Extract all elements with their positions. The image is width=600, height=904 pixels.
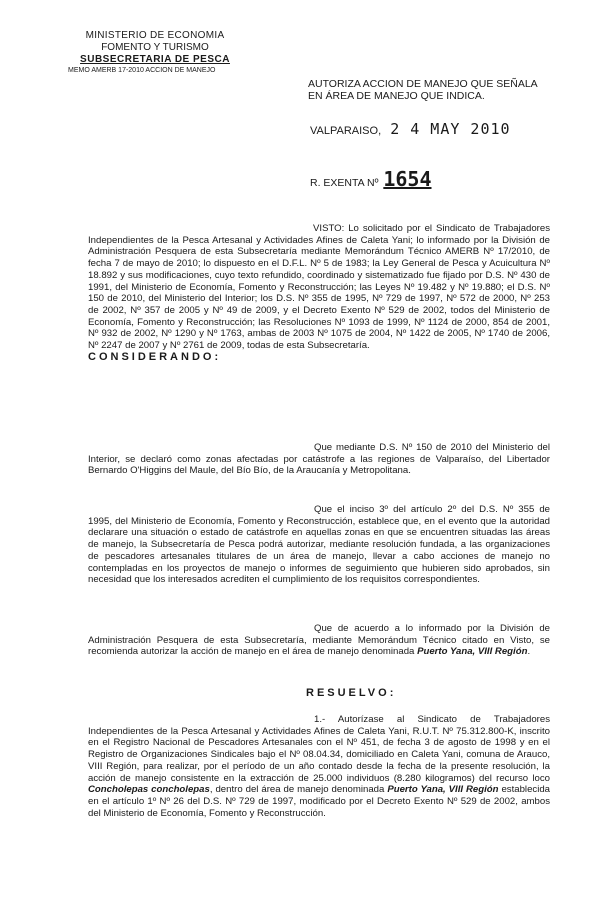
date-line <box>310 120 511 138</box>
resolution-number: 1654 <box>383 167 432 191</box>
paragraph-end: . <box>527 646 531 658</box>
considerando-paragraph-3 <box>88 623 550 658</box>
considerando-heading: CONSIDERANDO: <box>88 351 222 363</box>
resuelvo-heading: RESUELVO: <box>306 687 397 699</box>
area-name: Puerto Yana, VIII Región <box>387 784 499 796</box>
resolution-number-line <box>310 167 432 191</box>
document-reference: AUTORIZA ACCION DE MANEJO QUE SEÑALA EN ÁREA DE MANEJO QUE INDICA. <box>308 78 538 102</box>
ministry-name: MINISTERIO DE ECONOMIA <box>85 30 225 41</box>
considerando-paragraph-1: Que mediante D.S. Nº 150 de 2010 del Ministerio del Interior, se declaró como zonas afectadas por catástrofe a las regiones de Valparaíso, del Libertador Bernardo O'Higgins del Maule, del Bío Bío, de la Araucanía y Metropolitana. <box>88 442 550 477</box>
memo-reference: MEMO AMERB 17-2010 ACCION DE MANEJO <box>68 67 216 74</box>
ministry-subtitle: FOMENTO Y TURISMO <box>101 42 209 53</box>
article-1-paragraph <box>88 714 550 819</box>
species-name: Concholepas concholepas <box>88 784 210 796</box>
visto-paragraph: VISTO: Lo solicitado por el Sindicato de Trabajadores Independientes de la Pesca Artesanal y Actividades Afines de Caleta Yani; lo informado por la División de Administración Pesquera de esta Subsecretaría mediante Memorándum Técnico AMERB Nº 17/2010, de fecha 7 de mayo de 2010; lo dispuesto en el D.F.L. Nº 5 de 1983; la Ley General de Pesca y Acuicultura Nº 18.892 y sus modificaciones, cuyo texto refundido, coordinado y sistematizado fue fijado por D.S. Nº 430 de 1991, del Ministerio de Economía, Fomento y Reconstrucción; las Leyes Nº 19.482 y Nº 19.880; el D.S. Nº 150 de 2010, del Ministerio del Interior; los D.S. Nº 355 de 1995, Nº 729 de 1997, Nº 572 de 2000, Nº 253 de 2002, Nº 357 de 2005 y Nº 49 de 2009, y el Decreto Exento Nº 529 de 2002, todos del Ministerio de Economía, Fomento y Reconstrucción; las Resoluciones Nº 1093 de 1999, Nº 1124 de 2000, 854 de 2001, Nº 932 de 2002, Nº 1290 y Nº 1763, ambas de 2003 Nº 1075 de 2004, Nº 1422 de 2005, Nº 1740 de 2006, Nº 2247 de 2007 y Nº 2761 de 2009, todas de esta Subsecretaría. <box>88 223 550 352</box>
article-text-2: , dentro del área de manejo denominada <box>209 784 385 796</box>
date-stamp: 2 4 MAY 2010 <box>390 120 511 138</box>
resolution-label: R. EXENTA Nº <box>310 177 379 189</box>
article-text-3: establecida en el artículo 1º Nº 26 del D.S. Nº 729 de 1997, modificado por el Decreto Exento Nº 529 de 2002, ambos del Ministerio de Economía, Fomento y Reconstrucción. <box>88 784 550 819</box>
article-text-1: 1.- Autorízase al Sindicato de Trabajadores Independientes de la Pesca Artesanal y Actividades Afines de Caleta Yani, R.U.T. Nº 75.312.800-K, inscrito en el Registro Nacional de Pescadores Artesanales con el Nº 451, de fecha 3 de agosto de 1998 y en el Registro de Organizaciones Sindicales bajo el Nº 08.04.34, domiciliado en Caleta Yani, comuna de Arauco, VIII Región, para realizar, por el período de un año contado desde la fecha de la presente resolución, la acción de manejo consistente en la extracción de 25.000 individuos (8.280 kilogramos) del recurso loco <box>88 714 550 784</box>
undersecretariat-name: SUBSECRETARIA DE PESCA <box>80 54 230 65</box>
area-name: Puerto Yana, VIII Región <box>417 646 528 658</box>
letterhead <box>70 30 240 75</box>
considerando-paragraph-2: Que el inciso 3º del artículo 2º del D.S. Nº 355 de 1995, del Ministerio de Economía, Fomento y Reconstrucción, establece que, en el evento que la autoridad declarare una situación o estado de catástrofe en aquellas zonas en que se encuentren situadas las áreas de manejo, la Subsecretaría de Pesca podrá autorizar, mediante resolución fundada, a las organizaciones de pescadores artesanales titulares de un área de manejo, llevar a cabo acciones de manejo no contempladas en los proyectos de manejo o informes de seguimiento que hubieren sido aprobados, sin necesidad que los interesados acrediten el cumplimiento de los requisitos correspondientes. <box>88 504 550 586</box>
paragraph-text: Que de acuerdo a lo informado por la División de Administración Pesquera de esta Subsecretaría, mediante Memorándum Técnico citado en Visto, se recomienda autorizar la acción de manejo en el área de manejo denominada <box>88 623 550 658</box>
date-place: VALPARAISO, <box>310 125 382 137</box>
